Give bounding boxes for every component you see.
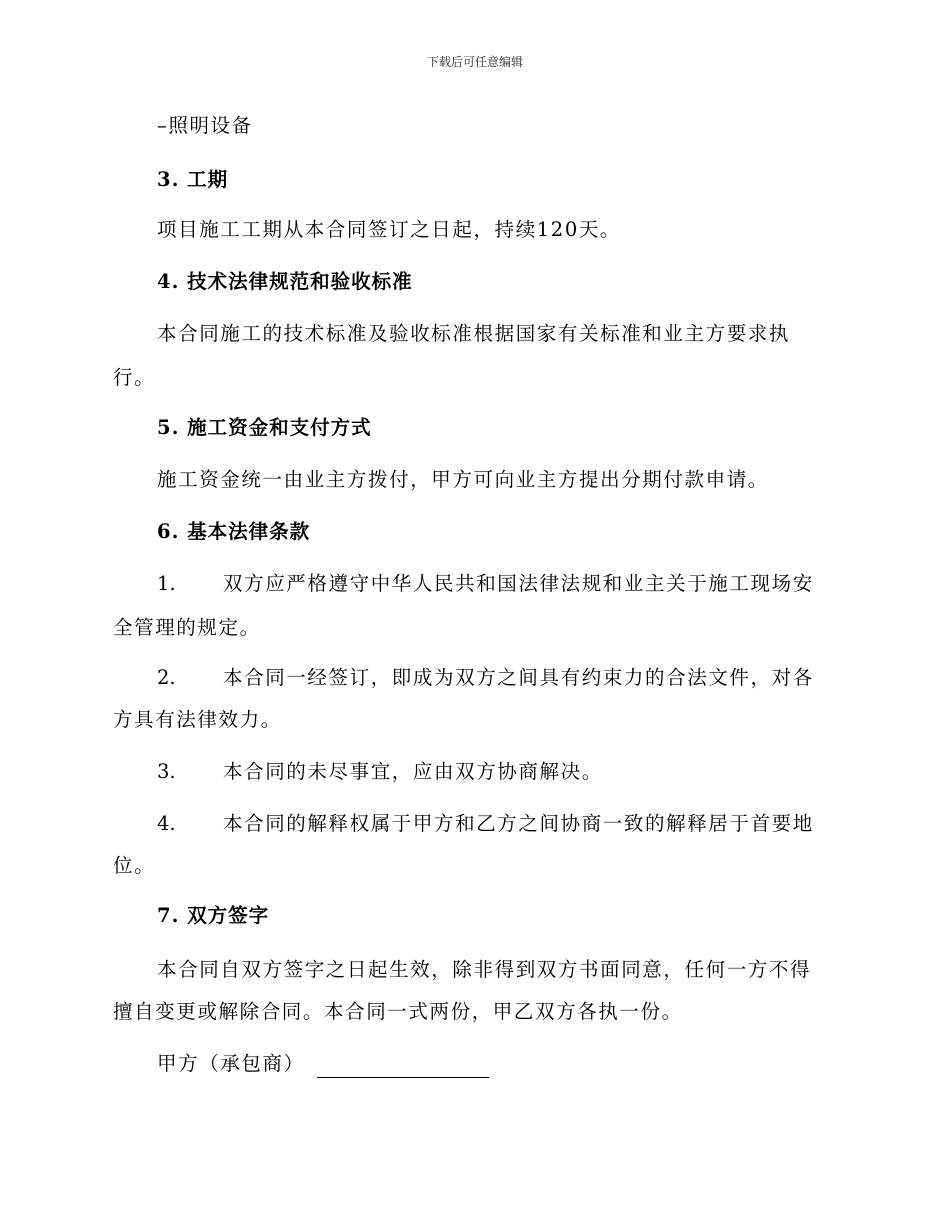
clause-4-number: 4. <box>157 812 176 835</box>
list-item-lighting: –照明设备 <box>157 114 253 137</box>
clause-3-number: 3. <box>157 760 176 783</box>
clause-1-number: 1. <box>157 572 176 595</box>
clause-2-line-1 <box>157 664 814 692</box>
clause-2-line-2: 方具有法律效力。 <box>113 708 282 731</box>
section-heading-7: 7. 双方签字 <box>157 904 270 927</box>
party-a-signature-row <box>157 1050 489 1078</box>
clause-3-text: 本合同的未尽事宜，应由双方协商解决。 <box>223 760 603 783</box>
section-7-paragraph-line-2: 擅自变更或解除合同。本合同一式两份，甲乙双方各执一份。 <box>113 1000 683 1023</box>
clause-2-text: 本合同一经签订，即成为双方之间具有约束力的合法文件，对各 <box>223 666 814 689</box>
section-heading-6: 6. 基本法律条款 <box>157 520 311 543</box>
section-heading-3: 3. 工期 <box>157 168 229 191</box>
clause-4-text: 本合同的解释权属于甲方和乙方之间协商一致的解释居于首要地 <box>223 812 814 835</box>
party-a-label: 甲方（承包商） <box>157 1052 305 1075</box>
party-a-signature-field[interactable] <box>317 1055 489 1078</box>
clause-1-line-2: 全管理的规定。 <box>113 616 261 639</box>
section-heading-5: 5. 施工资金和支付方式 <box>157 416 372 439</box>
section-3-paragraph: 项目施工工期从本合同签订之日起，持续120天。 <box>157 218 622 241</box>
section-4-paragraph-line-1: 本合同施工的技术标准及验收标准根据国家有关标准和业主方要求执 <box>157 322 791 345</box>
section-7-paragraph-line-1: 本合同自双方签字之日起生效，除非得到双方书面同意，任何一方不得 <box>157 958 812 981</box>
clause-1-text: 双方应严格遵守中华人民共和国法律法规和业主关于施工现场安 <box>223 572 814 595</box>
clause-4-line-1 <box>157 810 814 838</box>
clause-1-line-1 <box>157 570 814 598</box>
section-5-paragraph: 施工资金统一由业主方拨付，甲方可向业主方提出分期付款申请。 <box>157 468 769 491</box>
page-header-note: 下载后可任意编辑 <box>426 55 523 69</box>
section-heading-4: 4. 技术法律规范和验收标准 <box>157 270 413 293</box>
clause-3-line-1 <box>157 758 603 786</box>
section-4-paragraph-line-2: 行。 <box>113 366 156 389</box>
clause-4-line-2: 位。 <box>113 854 156 877</box>
clause-2-number: 2. <box>157 666 176 689</box>
